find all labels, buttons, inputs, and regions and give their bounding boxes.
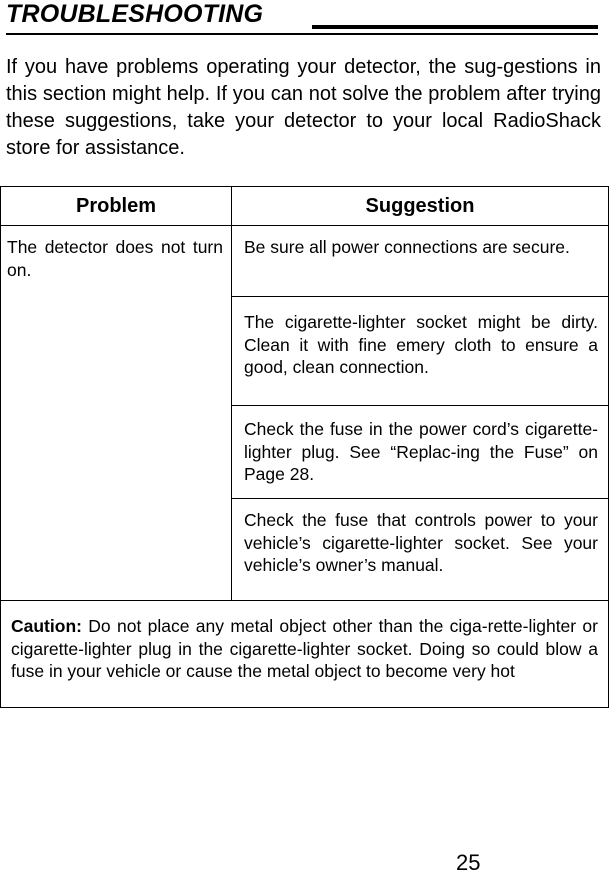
suggestion-cell-1 bbox=[232, 226, 609, 297]
table-header-row bbox=[1, 187, 609, 226]
caution-text: Do not place any metal object other than the ciga-rette-lighter or cigarette-lighter plug in the cigarette-lighter socket. Doing so could blow a fuse in your vehicle or cause the metal object to become very hot bbox=[11, 616, 598, 681]
suggestion-cell-4 bbox=[232, 499, 609, 601]
page-title: TROUBLESHOOTING bbox=[6, 0, 264, 28]
header-problem: Problem bbox=[1, 187, 232, 226]
page-number: 25 bbox=[456, 850, 481, 875]
caution-cell bbox=[1, 601, 609, 708]
suggestion-text: Be sure all power connections are secure. bbox=[244, 237, 570, 257]
title-rule-thin bbox=[6, 33, 598, 35]
troubleshooting-table bbox=[0, 186, 609, 708]
header-suggestion: Suggestion bbox=[232, 187, 609, 226]
problem-text: The detector does not turn on. bbox=[7, 237, 223, 280]
title-rule-thick bbox=[312, 25, 598, 29]
suggestion-cell-3 bbox=[232, 406, 609, 499]
problem-cell bbox=[1, 226, 232, 601]
caution-label: Caution: bbox=[11, 616, 82, 636]
suggestion-text: Check the fuse that controls power to your vehicle’s cigarette-lighter socket. See your vehicle’s owner’s manual. bbox=[244, 510, 598, 575]
suggestion-cell-2 bbox=[232, 297, 609, 406]
caution-row bbox=[1, 601, 609, 708]
suggestion-text: The cigarette-lighter socket might be dirty. Clean it with fine emery cloth to ensure a good, clean connection. bbox=[244, 312, 598, 377]
table-row bbox=[1, 226, 609, 297]
suggestion-text: Check the fuse in the power cord’s cigarette-lighter plug. See “Replac-ing the Fuse” on Page 28. bbox=[244, 419, 598, 484]
intro-paragraph: If you have problems operating your detector, the sug-gestions in this section might help. If you can not solve the problem after trying these suggestions, take your detector to your local RadioShack store for assistance. bbox=[6, 56, 601, 159]
